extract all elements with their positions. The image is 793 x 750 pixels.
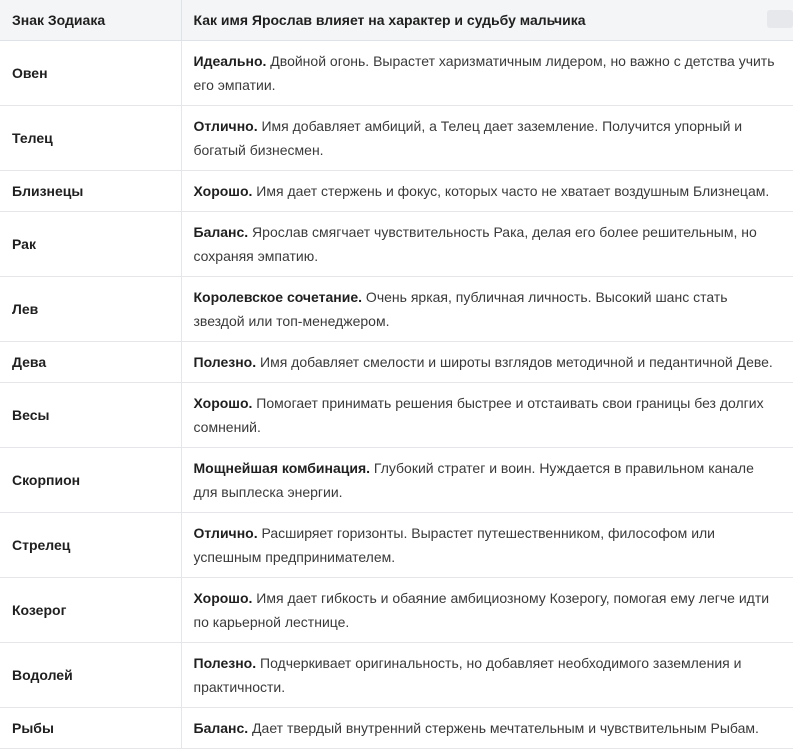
description-cell [181, 342, 793, 383]
verdict-label: Хорошо. [193, 590, 253, 606]
description-cell [181, 171, 793, 212]
verdict-label: Полезно. [193, 354, 257, 370]
description-cell [181, 643, 793, 708]
description-cell [181, 106, 793, 171]
description-text: Очень яркая, публичная личность. Высокий шанс стать звездой или топ-менеджером. [193, 289, 728, 329]
table-header [0, 0, 793, 41]
description-cell [181, 448, 793, 513]
zodiac-sign-cell: Весы [0, 383, 181, 448]
description-cell [181, 513, 793, 578]
description-text: Двойной огонь. Вырастет харизматичным лидером, но важно с детства учить его эмпатии. [193, 53, 775, 93]
verdict-label: Баланс. [193, 224, 249, 240]
table-row [0, 578, 793, 643]
verdict-label: Мощнейшая комбинация. [193, 460, 371, 476]
table-row [0, 171, 793, 212]
description-cell [181, 383, 793, 448]
zodiac-sign-cell: Телец [0, 106, 181, 171]
verdict-label: Идеально. [193, 53, 267, 69]
zodiac-sign-cell: Скорпион [0, 448, 181, 513]
zodiac-sign-cell: Стрелец [0, 513, 181, 578]
table-row [0, 41, 793, 106]
table-row [0, 212, 793, 277]
verdict-label: Баланс. [193, 720, 249, 736]
zodiac-sign-cell: Водолей [0, 643, 181, 708]
description-text: Имя дает стержень и фокус, которых часто не хватает воздушным Близнецам. [252, 183, 770, 199]
table-row [0, 383, 793, 448]
verdict-label: Отлично. [193, 118, 258, 134]
zodiac-sign-cell: Овен [0, 41, 181, 106]
description-text: Имя добавляет амбиций, а Телец дает заземление. Получится упорный и богатый бизнесмен. [193, 118, 743, 158]
table-row [0, 643, 793, 708]
description-text: Имя дает гибкость и обаяние амбициозному Козерогу, помогая ему легче идти по карьерной лестнице. [193, 590, 770, 630]
description-cell [181, 578, 793, 643]
zodiac-sign-cell: Козерог [0, 578, 181, 643]
table-row [0, 342, 793, 383]
table-row [0, 106, 793, 171]
header-description: Как имя Ярослав влияет на характер и судьбу мальчика [181, 0, 793, 41]
table-body [0, 41, 793, 749]
zodiac-sign-cell: Лев [0, 277, 181, 342]
table-row [0, 513, 793, 578]
zodiac-sign-cell: Рак [0, 212, 181, 277]
zodiac-sign-cell: Дева [0, 342, 181, 383]
verdict-label: Отлично. [193, 525, 258, 541]
header-sign: Знак Зодиака [0, 0, 181, 41]
zodiac-sign-cell: Рыбы [0, 708, 181, 749]
description-cell [181, 277, 793, 342]
table-row [0, 708, 793, 749]
description-text: Помогает принимать решения быстрее и отстаивать свои границы без долгих сомнений. [193, 395, 764, 435]
description-cell [181, 212, 793, 277]
description-text: Глубокий стратег и воин. Нуждается в правильном канале для выплеска энергии. [193, 460, 754, 500]
table-row [0, 448, 793, 513]
verdict-label: Хорошо. [193, 183, 253, 199]
description-text: Дает твердый внутренний стержень мечтательным и чувствительным Рыбам. [248, 720, 759, 736]
verdict-label: Королевское сочетание. [193, 289, 363, 305]
description-cell [181, 41, 793, 106]
description-text: Подчеркивает оригинальность, но добавляет необходимого заземления и практичности. [193, 655, 742, 695]
description-text: Расширяет горизонты. Вырастет путешественником, философом или успешным предпринимателем. [193, 525, 715, 565]
copy-table-button[interactable] [767, 10, 793, 28]
description-cell [181, 708, 793, 749]
verdict-label: Хорошо. [193, 395, 253, 411]
description-text: Ярослав смягчает чувствительность Рака, делая его более решительным, но сохраняя эмпатию. [193, 224, 757, 264]
table-row [0, 277, 793, 342]
zodiac-sign-cell: Близнецы [0, 171, 181, 212]
header-row [0, 0, 793, 41]
description-text: Имя добавляет смелости и широты взглядов методичной и педантичной Деве. [256, 354, 773, 370]
verdict-label: Полезно. [193, 655, 257, 671]
